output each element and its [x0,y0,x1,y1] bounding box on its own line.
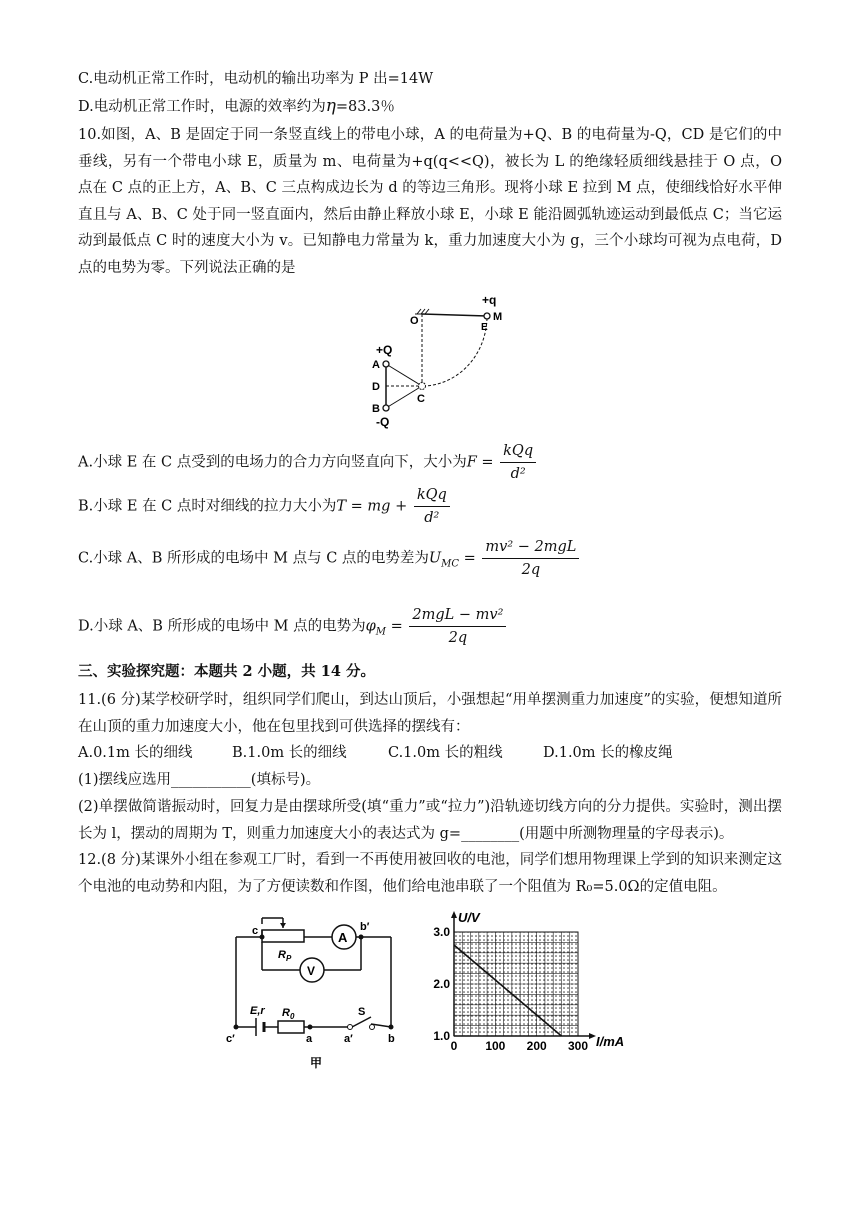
label-plus-big-q: +Q [376,343,393,357]
y-axis-label: U/V [458,910,480,925]
y-tick-label: 1.0 [433,1029,450,1043]
label-rp: R [278,949,286,961]
label-a: a [306,1033,313,1045]
q11-stem: 11.(6 分)某学校研学时，组织同学们爬山，到达山顶后，小强想起“用单摆测重力加速度”的实验，便想知道所在山顶的重力加速度大小，他在包里找到可供选择的摆线有： [78,692,782,735]
label-c: C [417,393,425,405]
x-tick-label: 200 [526,1039,547,1050]
q10-figure [360,292,520,432]
ui-chart [418,910,638,1050]
q9-option-c: C.电动机正常工作时，电动机的输出功率为 P 出=14W [78,71,434,87]
charge-b [383,405,389,411]
q11-sub2: (2)单摆做简谐振动时，回复力是由摆球所受(填“重力”或“拉力”)沿轨迹切线方向的分力提供。实验时，测出摆长为 l，摆动的周期为 T，则重力加速度大小的表达式为 g=________(用题中所测物理量的字母表示)。 [78,799,782,842]
label-b-prime: b′ [360,921,370,933]
label-d: D [372,381,380,393]
point-c [419,383,426,390]
x-tick-label: 0 [450,1039,458,1050]
label-minus-big-q: -Q [376,415,390,429]
svg-text:R0 [282,1007,295,1021]
label-o: O [410,315,419,327]
y-axis-arrow [451,911,457,918]
label-er: E,r [250,1005,265,1017]
svg-text:RP [278,949,292,963]
q11-option-c: C.1.0m 长的粗线 [388,745,503,761]
circuit-caption: 甲 [310,1056,323,1070]
x-tick-label: 300 [567,1039,589,1050]
q11-sub1: (1)摆线应选用___________(填标号)。 [78,772,321,788]
line-ac [386,364,422,386]
thread-om [422,314,487,316]
x-axis-label: I/mA [596,1034,625,1049]
label-rp-sub: P [285,954,292,963]
label-m: M [493,311,503,323]
circuit-diagram [226,912,406,1072]
q10-option-a: A.小球 E 在 C 点受到的电场力的合力方向竖直向下，大小为F = $\frac{\text{kQq}}{\text{d²}}$ [78,440,538,485]
label-c-prime: c′ [226,1033,235,1045]
label-b: b [388,1033,395,1045]
q9-option-d: D.电动机正常工作时，电源的效率约为η=83.3％ [78,96,395,116]
x-axis-arrow [589,1033,596,1039]
label-plus-q: +q [482,293,497,307]
q10-option-b: B.小球 E 在 C 点时对细线的拉力大小为T = mg + $\frac{\text{kQq}}{\text{d²}}$ [78,484,452,529]
label-c: c [252,925,259,937]
label-ammeter: A [338,930,348,945]
ceiling-hatch [415,309,430,314]
section-heading: 三、实验探究题：本题共 2 小题，共 14 分。 [78,663,375,680]
label-e: E [481,322,488,333]
q10-stem: 10.如图，A、B 是固定于同一条竖直线上的带电小球，A 的电荷量为+Q、B 的电荷量为-Q，CD 是它们的中垂线，另有一个带电小球 E，质量为 m、电荷量为+q(q<<Q)，被长为 L 的绝缘轻质细线悬挂于 O 点，O 点在 C 点的正上方，A、B、C 三点构成边长为 d 的等边三角形。现将小球 E 拉到 M 点，使细线恰好水平伸直且与 A、B、C 处于同一竖直面内，然后由静止释放小球 E，小球 E 能沿圆弧轨迹运动到最低点 C；当它运动到最低点 C 时的速度大小为 v。已知静电力常量为 k，重力加速度大小为 g，三个小球均可视为点电荷，D 点的电势为零。下列说法正确的是 [78,127,782,276]
label-r0: R [282,1007,290,1019]
chart-grid [454,932,578,1036]
y-tick-label: 2.0 [433,977,450,991]
label-a: A [372,359,380,371]
label-a-prime: a′ [344,1033,353,1045]
q12-stem: 12.(8 分)某课外小组在参观工厂时，看到一不再使用被回收的电池，同学们想用物理课上学到的知识来测定这个电池的电动势和内阻，为了方便读数和作图，他们给电池串联了一个阻值为 R₀=5.0Ω的定值电阻。 [78,852,782,895]
label-s: S [358,1006,366,1018]
q11-option-d: D.1.0m 长的橡皮绳 [543,745,673,761]
ball-e [484,313,490,319]
y-tick-label: 3.0 [433,925,450,939]
label-r0-sub: 0 [289,1012,295,1021]
q10-option-c: C.小球 A、B 所形成的电场中 M 点与 C 点的电势差为$U_{MC}$ = $\frac{\text{mv² − 2mgL}}{2q}$ [78,536,581,581]
q10-option-d: D.小球 A、B 所形成的电场中 M 点的电势为$\varphi_M$ = $\frac{\text{2mgL − mv²}}{2q}$ [78,604,508,649]
charge-a [383,361,389,367]
arc-mc [422,318,487,386]
x-tick-label: 100 [485,1039,506,1050]
q11-option-b: B.1.0m 长的细线 [232,745,347,761]
q11-option-a: A.0.1m 长的细线 [78,745,193,761]
label-voltmeter: V [307,964,316,978]
label-b: B [372,403,380,415]
